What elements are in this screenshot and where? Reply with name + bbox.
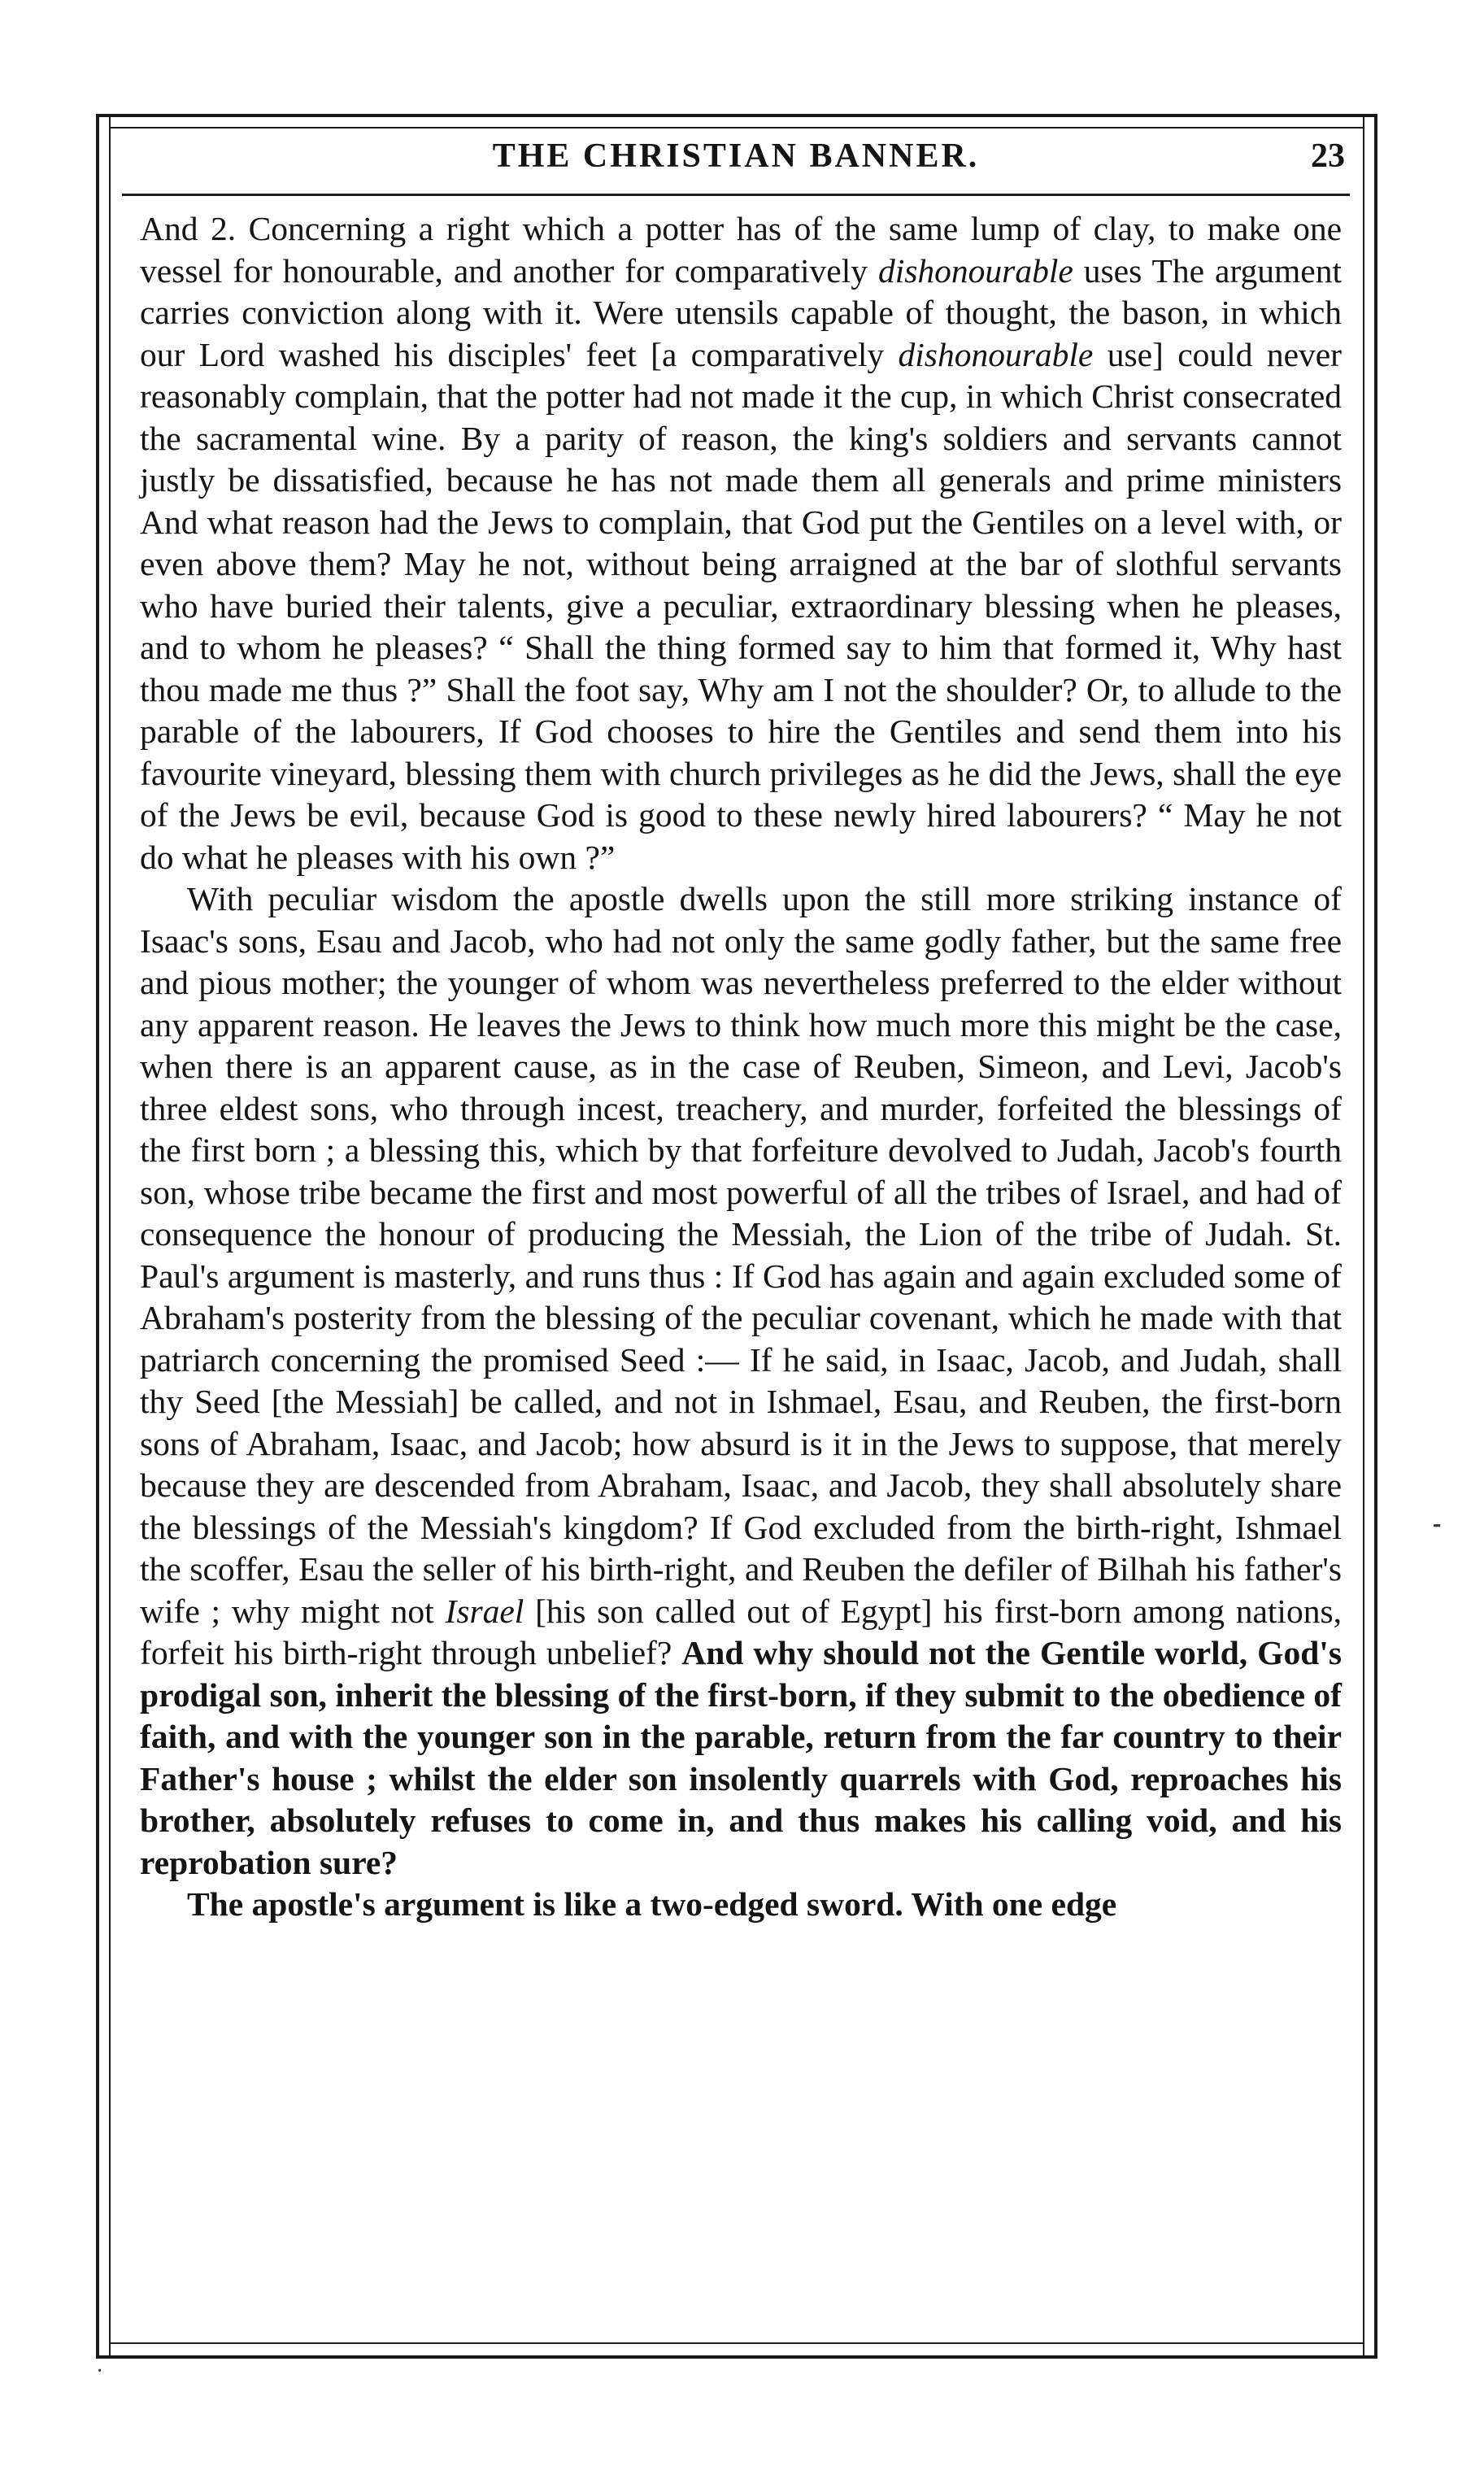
- frame-rule-top-inner: [109, 127, 1364, 129]
- frame-rule-bottom-outer: [96, 2355, 1377, 2359]
- frame-rule-left-outer: [96, 114, 99, 2359]
- paragraph-1-italic-b: dishonourable: [898, 335, 1094, 373]
- journal-title: THE CHRISTIAN BANNER.: [492, 137, 980, 175]
- page-number: 23: [1311, 137, 1345, 175]
- frame-rule-left-inner: [109, 114, 111, 2359]
- paragraph-1-text-c: use] could never reasonably complain, that the potter had not made it the cup, in which Christ consecrated the sacramental wine. By a parity of reason, the king's soldiers and servants cannot justly be dissatisfied, because he has not made them all generals and prime ministers And what reason had the Jews to complain, that God put the Gentiles on a level with, or even above them? May he not, without being arraigned at the bar of slothful servants who have buried their talents, give a peculiar, extraordinary blessing when he pleases, and to whom he pleases? “ Shall the thing formed say to him that formed it, Why hast thou made me thus ?” Shall the foot say, Why am I not the shoulder? Or, to allude to the parable of the labourers, If God chooses to hire the Gentiles and send them into his favourite vineyard, blessing them with church privileges as he did the Jews, shall the eye of the Jews be evil, because God is good to these newly hired labourers? “ May he not do what he pleases with his own ?”: [140, 335, 1342, 876]
- body-text: [140, 208, 1342, 1926]
- frame-rule-right-inner: [1363, 114, 1364, 2359]
- header-rule: [122, 194, 1350, 196]
- margin-mark: ⁃: [1431, 1514, 1443, 1540]
- frame-rule-right-outer: [1374, 114, 1377, 2359]
- paragraph-3: The apostle's argument is like a two-edged sword. With one edge: [187, 1885, 1117, 1923]
- paragraph-1-text-b: uses The argument carries conviction along with it. Were utensils capable of thought, the bason, in which our Lord washed his disciples' feet [a comparatively: [140, 251, 1342, 373]
- margin-mark: ·: [96, 2359, 104, 2384]
- running-head: [122, 137, 1350, 187]
- paragraph-1: [140, 208, 1342, 878]
- paragraph-1-text-a: And 2. Concerning a right which a potter has of the same lump of clay, to make one vessel for honourable, and another for comparatively: [140, 210, 1342, 290]
- paragraph-2-bold-text: And why should not the Gentile world, God's prodigal son, inherit the blessing of the first-born, if they submit to the obedience of faith, and with the younger son in the parable, return from the far country to their Father's house ; whilst the elder son insolently quarrels with God, reproaches his brother, absolutely refuses to come in, and thus makes his calling void, and his reprobation sure?: [140, 1634, 1342, 1881]
- paragraph-2: [140, 878, 1342, 1884]
- frame-rule-bottom-inner: [109, 2342, 1364, 2344]
- paragraph-1-italic-a: dishonourable: [878, 251, 1073, 290]
- frame-rule-top-outer: [96, 114, 1377, 117]
- paragraph-2-text-a: With peculiar wisdom the apostle dwells upon the still more striking instance of Isaac's sons, Esau and Jacob, who had not only the same godly father, but the same free and pious mother; the younger of whom was nevertheless preferred to the elder without any apparent reason. He leaves the Jews to think how much more this might be the case, when there is an apparent cause, as in the case of Reuben, Simeon, and Levi, Jacob's three eldest sons, who through incest, treachery, and murder, forfeited the blessings of the first born ; a blessing this, which by that forfeiture devolved to Judah, Jacob's fourth son, whose tribe became the first and most powerful of all the tribes of Israel, and had of consequence the honour of producing the Messiah, the Lion of the tribe of Judah. St. Paul's argument is masterly, and runs thus : If God has again and again excluded some of Abraham's posterity from the blessing of the peculiar covenant, which he made with that patriarch concerning the promised Seed :— If he said, in Isaac, Jacob, and Judah, shall thy Seed [the Messiah] be called, and not in Ishmael, Esau, and Reuben, the first-born sons of Abraham, Isaac, and Jacob; how absurd is it in the Jews to suppose, that merely because they are descended from Abraham, Isaac, and Jacob, they shall absolutely share the blessings of the Messiah's kingdom? If God excluded from the birth-right, Ishmael the scoffer, Esau the seller of his birth-right, and Reuben the defiler of Bilhah his father's wife ; why might not: [140, 880, 1342, 1630]
- paragraph-2-italic: Israel: [445, 1592, 524, 1630]
- paragraph-2-text-b: [his son called out of Egypt] his first-born among nations, forfeit his birth-right through unbelief?: [140, 1592, 1342, 1671]
